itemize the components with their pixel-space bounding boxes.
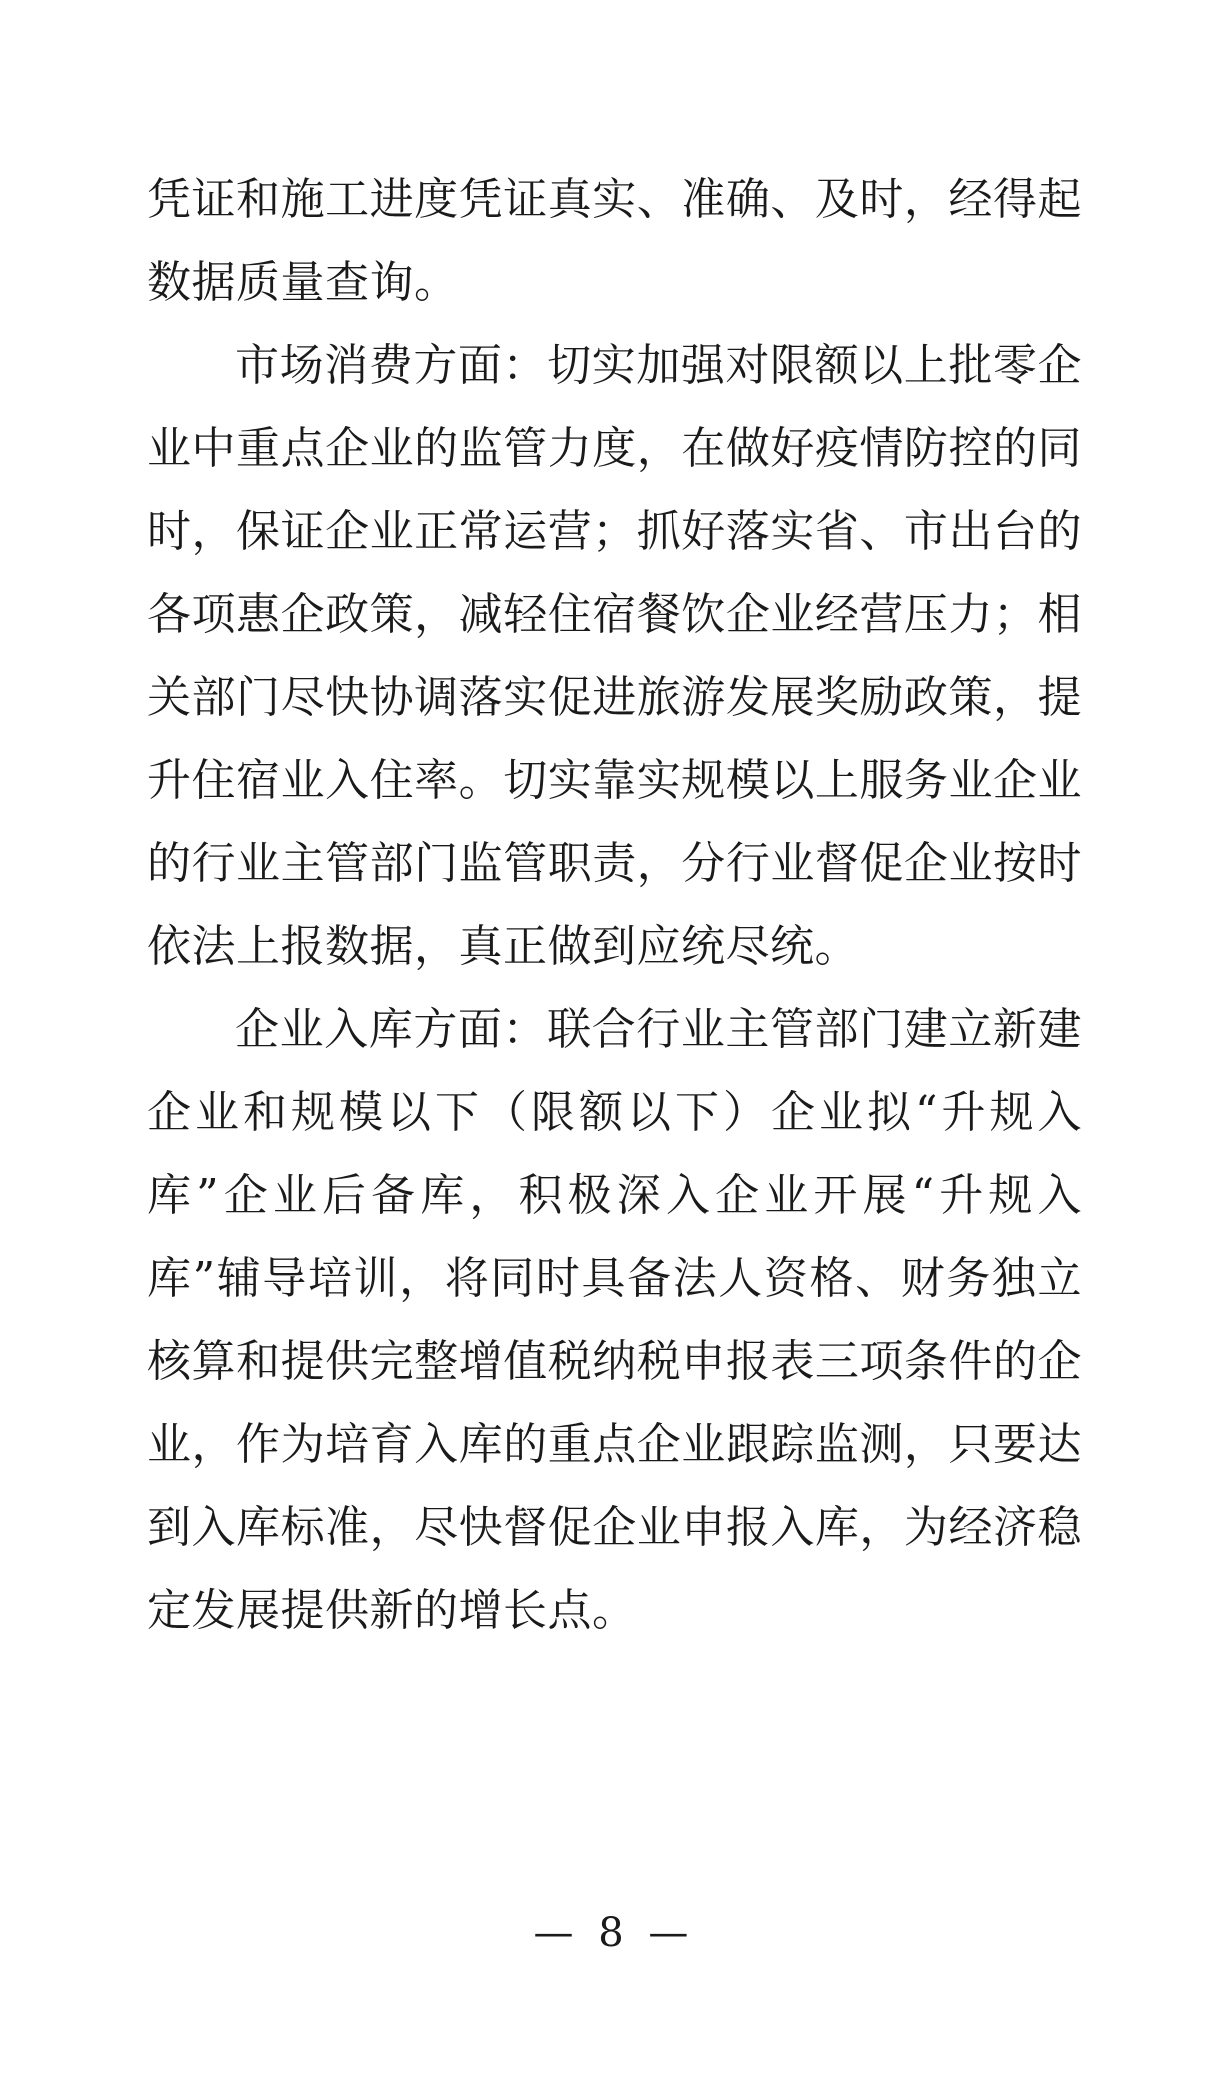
- paragraph-market-consumption: 市场消费方面：切实加强对限额以上批零企业中重点企业的监管力度，在做好疫情防控的同时，保证企业正常运营；抓好落实省、市出台的各项惠企政策，减轻住宿餐饮企业经营压力；相关部门尽快协调落实促进旅游发展奖励政策，提升住宿业入住率。切实靠实规模以上服务业企业的行业主管部门监管职责，分行业督促企业按时依法上报数据，真正做到应统尽统。: [147, 340, 1082, 972]
- paragraph-continuation: 凭证和施工进度凭证真实、准确、及时，经得起数据质量查询。: [147, 174, 1082, 308]
- paragraph-enterprise-registration: 企业入库方面：联合行业主管部门建立新建企业和规模以下（限额以下）企业拟“升规入库”企业后备库，积极深入企业开展“升规入库”辅导培训，将同时具备法人资格、财务独立核算和提供完整增值税纳税申报表三项条件的企业，作为培育入库的重点企业跟踪监测，只要达到入库标准，尽快督促企业申报入库，为经济稳定发展提供新的增长点。: [147, 1004, 1082, 1636]
- page-number: — 8 —: [533, 1910, 695, 1956]
- document-body: [147, 158, 1082, 1652]
